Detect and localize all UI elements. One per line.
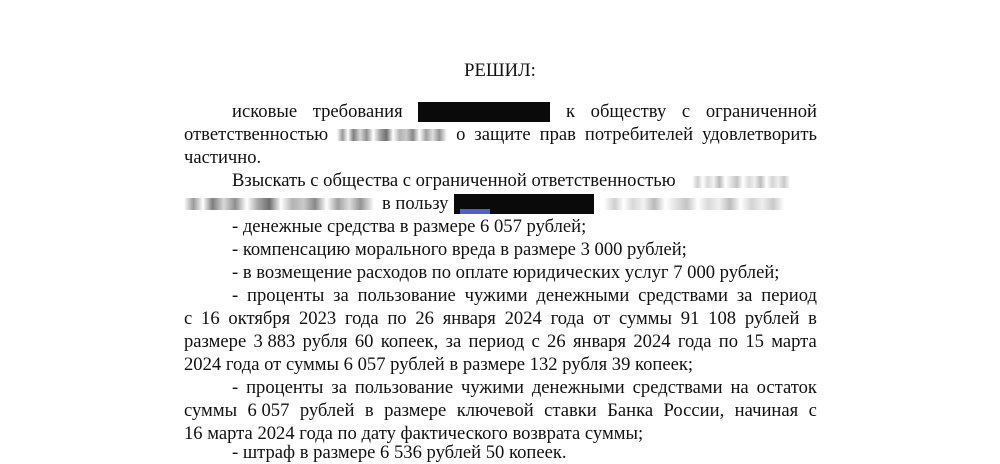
redacted-beneficiary-details — [604, 198, 784, 210]
word: обществу — [590, 101, 667, 122]
word: за — [736, 285, 753, 306]
interest2-line-3: 16 марта 2024 года по дату фактического возврата суммы; — [184, 423, 644, 444]
word: 2024 — [504, 308, 542, 329]
redacted-company-details — [184, 198, 374, 210]
word: пользование — [354, 377, 454, 398]
word: 16 — [201, 308, 220, 329]
word: года — [344, 308, 379, 329]
word: чужими — [464, 285, 528, 306]
interest1-line-3 — [184, 331, 817, 353]
word: с — [681, 101, 691, 122]
word: по — [718, 331, 739, 352]
interest2-line-2 — [184, 400, 817, 422]
word: 6 057 — [247, 400, 290, 421]
word: на — [730, 377, 749, 398]
word: по — [387, 308, 407, 329]
word: марта — [771, 331, 817, 352]
word: в — [364, 400, 374, 421]
word: требования — [312, 101, 403, 122]
word: за — [331, 377, 347, 398]
word: исковые — [232, 101, 298, 122]
word: - — [232, 285, 239, 306]
claim-line-3: частично. — [184, 147, 262, 168]
item-legal-costs: - в возмещение расходов по оплате юридических услуг 7 000 рублей; — [232, 262, 780, 283]
word: проценты — [247, 285, 325, 306]
word: от — [592, 308, 611, 329]
word: размере — [184, 331, 247, 352]
word: января — [442, 308, 496, 329]
word: рублей — [299, 400, 355, 421]
word: за — [445, 331, 462, 352]
interest1-line-2 — [184, 308, 817, 330]
word: с — [184, 308, 193, 329]
word: рубля — [302, 331, 348, 352]
word: 60 — [354, 331, 374, 352]
item-moral-damage: - компенсацию морального вреда в размере 3 000 рублей; — [232, 239, 687, 260]
word: января — [572, 331, 627, 352]
interest2-line-1 — [232, 377, 817, 399]
word: года — [550, 308, 585, 329]
word: суммы — [618, 308, 673, 329]
word: 26 — [415, 308, 434, 329]
word: - — [232, 377, 239, 398]
word: прав — [539, 124, 576, 145]
word: размере — [384, 400, 447, 421]
word: начиная — [734, 400, 799, 421]
item-money: - денежные средства в размере 6 057 рублей; — [232, 216, 587, 237]
word: период — [468, 331, 525, 352]
word: 15 — [745, 331, 764, 352]
word: ставки — [544, 400, 597, 421]
word: рублей — [744, 308, 800, 329]
word: 108 — [708, 308, 737, 329]
word: в — [808, 308, 817, 329]
word: России, — [663, 400, 725, 421]
word: 2024 — [633, 331, 671, 352]
redacted-company-name — [692, 176, 790, 188]
word: проценты — [246, 377, 324, 398]
recover-line-2 — [184, 193, 817, 215]
word: защите — [474, 124, 531, 145]
interest1-line-1 — [232, 285, 817, 307]
word: о — [456, 124, 466, 145]
word: денежными — [531, 377, 625, 398]
word: 91 — [680, 308, 700, 329]
redacted-company-name — [337, 129, 447, 141]
redacted-plaintiff-name — [418, 102, 550, 122]
word: с — [808, 400, 817, 421]
word: суммы — [184, 400, 238, 421]
claim-line-2 — [184, 124, 817, 146]
redacted-beneficiary-name — [454, 194, 594, 214]
word: года — [677, 331, 712, 352]
text: в пользу — [382, 193, 449, 214]
word: удовлетворить — [702, 124, 817, 145]
word: потребителей — [584, 124, 694, 145]
word: 26 — [547, 331, 566, 352]
word: ограниченной — [705, 101, 817, 122]
word: 2023 — [298, 308, 337, 329]
word: средствами — [632, 377, 723, 398]
word: октября — [228, 308, 291, 329]
word: пользование — [357, 285, 456, 306]
word: остаток — [756, 377, 817, 398]
word: денежными — [536, 285, 630, 306]
word: средствами — [638, 285, 729, 306]
word: ключевой — [456, 400, 534, 421]
word: за — [333, 285, 349, 306]
word: к — [565, 101, 575, 122]
word: ответственностью — [184, 124, 329, 145]
decision-heading: РЕШИЛ: — [464, 60, 536, 81]
recover-line-1 — [232, 170, 817, 192]
word: период — [761, 285, 817, 306]
word: Банка — [607, 400, 654, 421]
text: Взыскать с общества с ограниченной ответственностью — [232, 170, 676, 191]
word: с — [531, 331, 540, 352]
item-fine: - штраф в размере 6 536 рублей 50 копеек. — [232, 442, 567, 463]
word: 3 883 — [253, 331, 296, 352]
interest1-line-4: 2024 года от суммы 6 057 рублей в размере 132 рубля 39 копеек; — [184, 354, 694, 375]
word: чужими — [461, 377, 524, 398]
claim-line-1 — [232, 101, 817, 123]
word: копеек, — [380, 331, 439, 352]
